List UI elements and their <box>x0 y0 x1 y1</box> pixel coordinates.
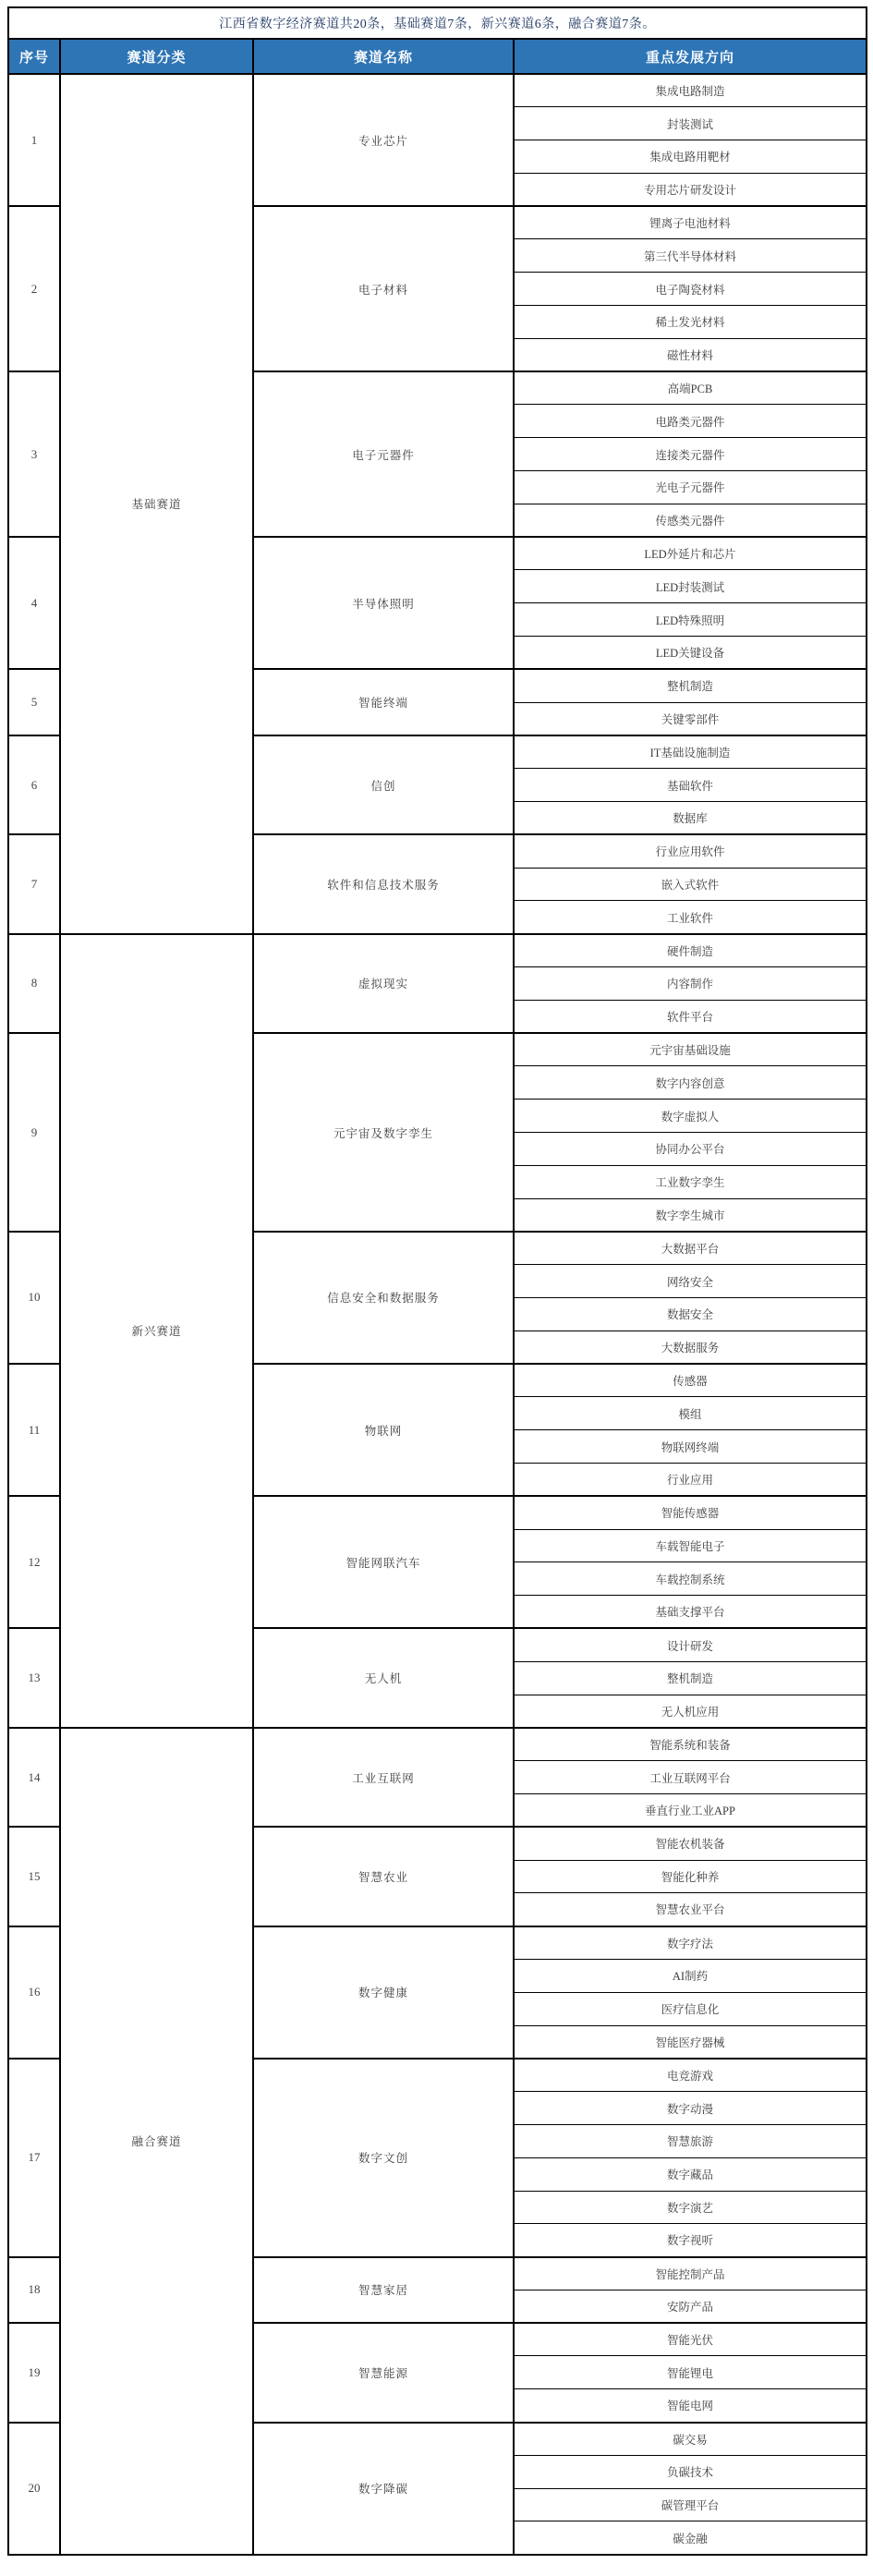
direction-cell: 智能医疗器械 <box>514 2025 867 2059</box>
row-number-cell: 6 <box>8 735 60 834</box>
direction-cell: 整机制造 <box>514 1661 867 1695</box>
track-name-cell: 数字健康 <box>253 1926 514 2059</box>
track-name-cell: 无人机 <box>253 1628 514 1727</box>
direction-cell: 整机制造 <box>514 669 867 702</box>
track-name-cell: 数字文创 <box>253 2059 514 2257</box>
category-cell: 融合赛道 <box>60 1728 253 2555</box>
row-number-cell: 15 <box>8 1827 60 1926</box>
direction-cell: 碳交易 <box>514 2423 867 2456</box>
row-number-cell: 10 <box>8 1232 60 1364</box>
direction-cell: 高端PCB <box>514 371 867 405</box>
direction-cell: 大数据平台 <box>514 1232 867 1265</box>
direction-cell: 内容制作 <box>514 967 867 1001</box>
track-name-cell: 专业芯片 <box>253 74 514 206</box>
direction-cell: 第三代半导体材料 <box>514 239 867 273</box>
direction-cell: 智能传感器 <box>514 1496 867 1529</box>
direction-cell: 负碳技术 <box>514 2455 867 2488</box>
track-name-cell: 数字降碳 <box>253 2423 514 2555</box>
track-name-cell: 半导体照明 <box>253 537 514 669</box>
column-header: 赛道分类 <box>60 39 253 74</box>
direction-cell: 传感类元器件 <box>514 504 867 537</box>
column-header-row <box>8 39 867 74</box>
direction-cell: 智能电网 <box>514 2389 867 2423</box>
row-number-cell: 13 <box>8 1628 60 1727</box>
row-number-cell: 9 <box>8 1033 60 1232</box>
row-number-cell: 11 <box>8 1364 60 1496</box>
column-header: 重点发展方向 <box>514 39 867 74</box>
direction-cell: 智慧农业平台 <box>514 1893 867 1926</box>
row-number-cell: 19 <box>8 2323 60 2422</box>
track-name-cell: 物联网 <box>253 1364 514 1496</box>
track-name-cell: 智慧农业 <box>253 1827 514 1926</box>
direction-cell: 智能系统和装备 <box>514 1728 867 1761</box>
direction-cell: 专用芯片研发设计 <box>514 173 867 206</box>
direction-cell: IT基础设施制造 <box>514 735 867 769</box>
row-number-cell: 12 <box>8 1496 60 1628</box>
direction-cell: 数字藏品 <box>514 2157 867 2191</box>
direction-cell: 数据安全 <box>514 1297 867 1331</box>
direction-cell: 物联网终端 <box>514 1430 867 1464</box>
direction-cell: 垂直行业工业APP <box>514 1793 867 1827</box>
table-row <box>8 934 867 967</box>
table-title: 江西省数字经济赛道共20条，基础赛道7条，新兴赛道6条，融合赛道7条。 <box>8 7 867 39</box>
track-name-cell: 智能终端 <box>253 669 514 735</box>
direction-cell: LED特殊照明 <box>514 603 867 637</box>
direction-cell: 传感器 <box>514 1364 867 1397</box>
direction-cell: 稀土发光材料 <box>514 306 867 339</box>
direction-cell: 数字动漫 <box>514 2092 867 2125</box>
row-number-cell: 7 <box>8 834 60 933</box>
track-name-cell: 智慧能源 <box>253 2323 514 2422</box>
row-number-cell: 17 <box>8 2059 60 2257</box>
direction-cell: 大数据服务 <box>514 1331 867 1364</box>
direction-cell: 行业应用软件 <box>514 834 867 868</box>
direction-cell: 碳金融 <box>514 2521 867 2555</box>
track-name-cell: 工业互联网 <box>253 1728 514 1827</box>
direction-cell: LED封装测试 <box>514 570 867 603</box>
direction-cell: 行业应用 <box>514 1463 867 1496</box>
direction-cell: 智能化种养 <box>514 1860 867 1893</box>
direction-cell: 基础软件 <box>514 769 867 802</box>
direction-cell: 硬件制造 <box>514 934 867 967</box>
direction-cell: 连接类元器件 <box>514 438 867 471</box>
direction-cell: 软件平台 <box>514 1000 867 1033</box>
direction-cell: 工业数字孪生 <box>514 1165 867 1198</box>
table-body <box>8 74 867 2555</box>
direction-cell: 磁性材料 <box>514 338 867 371</box>
direction-cell: 电竞游戏 <box>514 2059 867 2092</box>
track-name-cell: 元宇宙及数字孪生 <box>253 1033 514 1232</box>
direction-cell: 锂离子电池材料 <box>514 206 867 239</box>
direction-cell: 安防产品 <box>514 2290 867 2323</box>
direction-cell: 协同办公平台 <box>514 1133 867 1166</box>
track-name-cell: 信息安全和数据服务 <box>253 1232 514 1364</box>
direction-cell: 封装测试 <box>514 107 867 140</box>
row-number-cell: 1 <box>8 74 60 206</box>
digital-economy-tracks-table <box>7 6 867 2556</box>
direction-cell: 数字演艺 <box>514 2191 867 2224</box>
row-number-cell: 18 <box>8 2257 60 2324</box>
direction-cell: 智能光伏 <box>514 2323 867 2356</box>
direction-cell: 模组 <box>514 1397 867 1430</box>
table-row <box>8 74 867 107</box>
direction-cell: LED外延片和芯片 <box>514 537 867 570</box>
direction-cell: 嵌入式软件 <box>514 868 867 901</box>
column-header: 赛道名称 <box>253 39 514 74</box>
direction-cell: 数字孪生城市 <box>514 1198 867 1232</box>
table-row <box>8 1728 867 1761</box>
direction-cell: 智慧旅游 <box>514 2124 867 2157</box>
direction-cell: 碳管理平台 <box>514 2488 867 2521</box>
direction-cell: 数字内容创意 <box>514 1066 867 1100</box>
direction-cell: 数据库 <box>514 802 867 835</box>
track-name-cell: 软件和信息技术服务 <box>253 834 514 933</box>
category-cell: 基础赛道 <box>60 74 253 934</box>
track-name-cell: 智慧家居 <box>253 2257 514 2324</box>
row-number-cell: 8 <box>8 934 60 1033</box>
row-number-cell: 14 <box>8 1728 60 1827</box>
direction-cell: 电子陶瓷材料 <box>514 273 867 306</box>
direction-cell: 智能农机装备 <box>514 1827 867 1860</box>
direction-cell: 工业互联网平台 <box>514 1761 867 1794</box>
table-title-row <box>8 7 867 39</box>
row-number-cell: 3 <box>8 371 60 537</box>
direction-cell: 智能控制产品 <box>514 2257 867 2290</box>
track-name-cell: 虚拟现实 <box>253 934 514 1033</box>
direction-cell: 数字疗法 <box>514 1926 867 1960</box>
direction-cell: 车载智能电子 <box>514 1529 867 1562</box>
row-number-cell: 5 <box>8 669 60 735</box>
direction-cell: 集成电路用靶材 <box>514 140 867 174</box>
category-cell: 新兴赛道 <box>60 934 253 1728</box>
direction-cell: 医疗信息化 <box>514 1992 867 2025</box>
direction-cell: 智能锂电 <box>514 2356 867 2389</box>
direction-cell: 关键零部件 <box>514 702 867 735</box>
track-name-cell: 电子元器件 <box>253 371 514 537</box>
table-head <box>8 7 867 74</box>
row-number-cell: 16 <box>8 1926 60 2059</box>
direction-cell: AI制药 <box>514 1959 867 1992</box>
direction-cell: 车载控制系统 <box>514 1562 867 1596</box>
direction-cell: 网络安全 <box>514 1265 867 1298</box>
direction-cell: LED关键设备 <box>514 637 867 670</box>
direction-cell: 集成电路制造 <box>514 74 867 107</box>
track-name-cell: 电子材料 <box>253 206 514 371</box>
direction-cell: 电路类元器件 <box>514 405 867 438</box>
direction-cell: 元宇宙基础设施 <box>514 1033 867 1066</box>
row-number-cell: 4 <box>8 537 60 669</box>
direction-cell: 光电子元器件 <box>514 471 867 504</box>
direction-cell: 基础支撑平台 <box>514 1596 867 1629</box>
track-name-cell: 信创 <box>253 735 514 834</box>
track-name-cell: 智能网联汽车 <box>253 1496 514 1628</box>
column-header: 序号 <box>8 39 60 74</box>
direction-cell: 数字虚拟人 <box>514 1100 867 1133</box>
direction-cell: 无人机应用 <box>514 1695 867 1728</box>
row-number-cell: 2 <box>8 206 60 371</box>
direction-cell: 数字视听 <box>514 2224 867 2257</box>
direction-cell: 工业软件 <box>514 901 867 934</box>
direction-cell: 设计研发 <box>514 1628 867 1661</box>
row-number-cell: 20 <box>8 2423 60 2555</box>
